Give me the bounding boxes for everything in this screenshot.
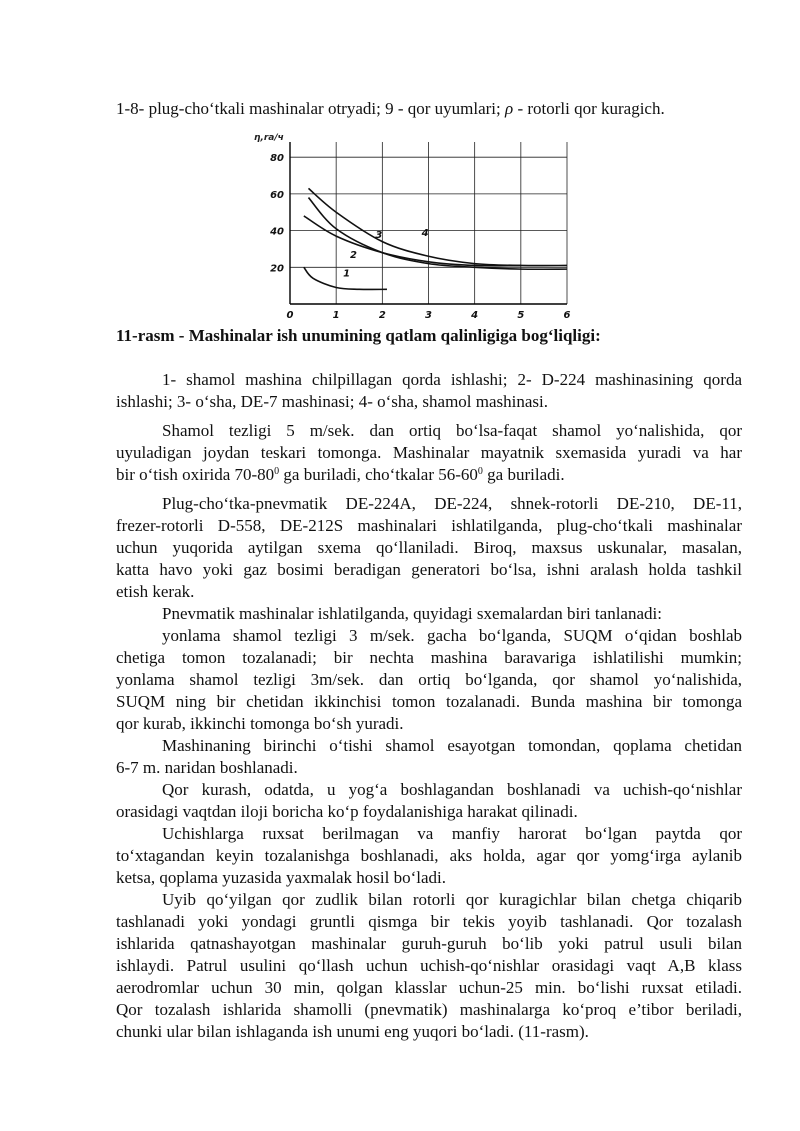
curve-label-3: 3 [375,229,383,241]
text-run: ga buriladi. [482,465,565,484]
paragraph-line: SUQM ning bir chetidan ikkinchisi tomon tozalanadi. Bunda mashina bir tomonga [116,692,742,711]
chart-grid [290,142,567,304]
paragraph-line: Pnevmatik mashinalar ishlatilganda, quyidagi sxemalardan biri tanlanadi: [162,604,662,623]
curve-label-2: 2 [350,250,357,262]
degree-sup: 0 [477,466,483,477]
series-4-line [308,188,567,265]
paragraph-line: Uyib qo‘yilgan qor zudlik bilan rotorli qor kuragichlar bilan chetga chiqarib [162,890,742,909]
paragraph-line: etish kerak. [116,582,195,601]
paragraph-line: 6-7 m. naridan boshlanadi. [116,758,298,777]
paragraph-line: uyuladigan joydan teskari tomonga. Mashinalar mayatnik sxemasida yuradi va har [116,443,742,462]
x-tick-label: 4 [471,310,479,321]
paragraph-line: Shamol tezligi 5 m/sek. dan ortiq bo‘lsa-faqat shamol yo‘nalishida, qor [162,421,742,440]
figure-caption: 11-rasm - Mashinalar ish unumining qatlam qalinligiga bog‘liqligi: [116,326,601,345]
paragraph-line: orasidagi vaqtdan iloji boricha ko‘p foydalanishiga harakat qilinadi. [116,802,578,821]
paragraph-line: aerodromlar uchun 30 min, qolgan klasslar uchun-25 min. bo‘lishi ruxsat etiladi. [116,978,742,997]
paragraph-line: ishlarida qatnashayotgan mashinalar guruh-guruh bo‘lib yoki patrul usuli bilan [116,934,742,953]
y-tick-label: 20 [270,263,284,275]
paragraph-line [116,464,565,486]
figure-legend-line [116,98,665,120]
y-tick-label: 80 [270,153,284,165]
text-run: ga buriladi, cho‘tkalar 56-60 [279,465,478,484]
x-tick-label: 6 [563,310,571,321]
paragraph-line: uchun yuqorida aytilgan sxema qo‘llaniladi. Biroq, maxsus uskunalar, masalan, [116,538,742,557]
paragraph-line: Qor tozalash ishlarida shamolli (pnevmatik) mashinalarga ko‘proq e’tibor beriladi, [116,1000,742,1019]
text-run: bir o‘tish oxirida 70-80 [116,465,275,484]
paragraph-line: Mashinaning birinchi o‘tishi shamol esayotgan tomondan, qoplama chetidan [162,736,742,755]
paragraph-line: tashlanadi yoki yondagi gruntli qismga bir tekis yoyib tashlanadi. Qor tozalash [116,912,742,931]
rho-symbol: ρ [505,99,514,118]
x-tick-label: 5 [517,310,525,321]
curve-label-4: 4 [421,228,429,240]
paragraph-line: Plug-cho‘tka-pnevmatik DE-224A, DE-224, shnek-rotorli DE-210, DE-11, [162,494,742,513]
y-tick-label: 40 [270,226,284,238]
y-tick-label: 60 [270,189,284,201]
paragraph-line: ishlaydi. Patrul usulini qo‘llash uchun uchish-qo‘nishlar orasidagi vaqt A,B klass [116,956,742,975]
paragraph-line: ketsa, qoplama yuzasida yaxmalak hosil bo‘ladi. [116,868,446,887]
paragraph-line: yonlama shamol tezligi 3m/sek. dan ortiq bo‘lganda, qor shamol yo‘nalishida, [116,670,742,689]
paragraph-line: chunki ular bilan ishlaganda ish unumi eng yuqori bo‘ladi. (11-rasm). [116,1022,589,1041]
x-tick-label: 3 [425,310,432,321]
productivity-chart [240,128,600,324]
chart-ticks [269,153,570,321]
paragraph-line: Qor kurash, odatda, u yog‘a boshlagandan boshlanadi va uchish-qo‘nishlar [162,780,742,799]
paragraph-line: yonlama shamol tezligi 3 m/sek. gacha bo‘lganda, SUQM o‘qidan boshlab [162,626,742,645]
paragraph-line: to‘xtagandan keyin tozalanishga boshlanadi, aks holda, agar qor yomg‘irga aylanib [116,846,742,865]
paragraph-line: frezer-rotorli D-558, DE-212S mashinalari ishlatilganda, plug-cho‘tkali mashinalar [116,516,742,535]
legend-paragraph-line: ishlashi; 3- o‘sha, DE-7 mashinasi; 4- o‘sha, shamol mashinasi. [116,392,549,411]
degree-sup: 0 [274,466,280,477]
x-tick-label: 2 [378,310,386,321]
y-axis-label: η,ra/ч [254,133,284,143]
legend-paragraph-line: 1- shamol mashina chilpillagan qorda ishlashi; 2- D-224 mashinasining qorda [162,370,742,389]
paragraph-line: katta havo yoki gaz bosimi beradigan generatori bo‘lsa, ishni aralash holda tashkil [116,560,742,579]
paragraph-line: chetiga tomon tozalanadi; bir nechta mashina baravariga ishlatilishi mumkin; [116,648,742,667]
x-tick-label: 0 [286,310,294,321]
curve-label-1: 1 [343,268,351,280]
legend-text-after: - rotorli qor kuragich. [513,99,665,118]
x-tick-label: 1 [332,310,340,321]
paragraph-line: qor kurab, ikkinchi tomonga bo‘sh yuradi. [116,714,404,733]
paragraph-line: Uchishlarga ruxsat berilmagan va manfiy harorat bo‘lgan paytda qor [162,824,742,843]
legend-text-before: 1-8- plug-cho‘tkali mashinalar otryadi; 9 - qor uyumlari; [116,99,506,118]
